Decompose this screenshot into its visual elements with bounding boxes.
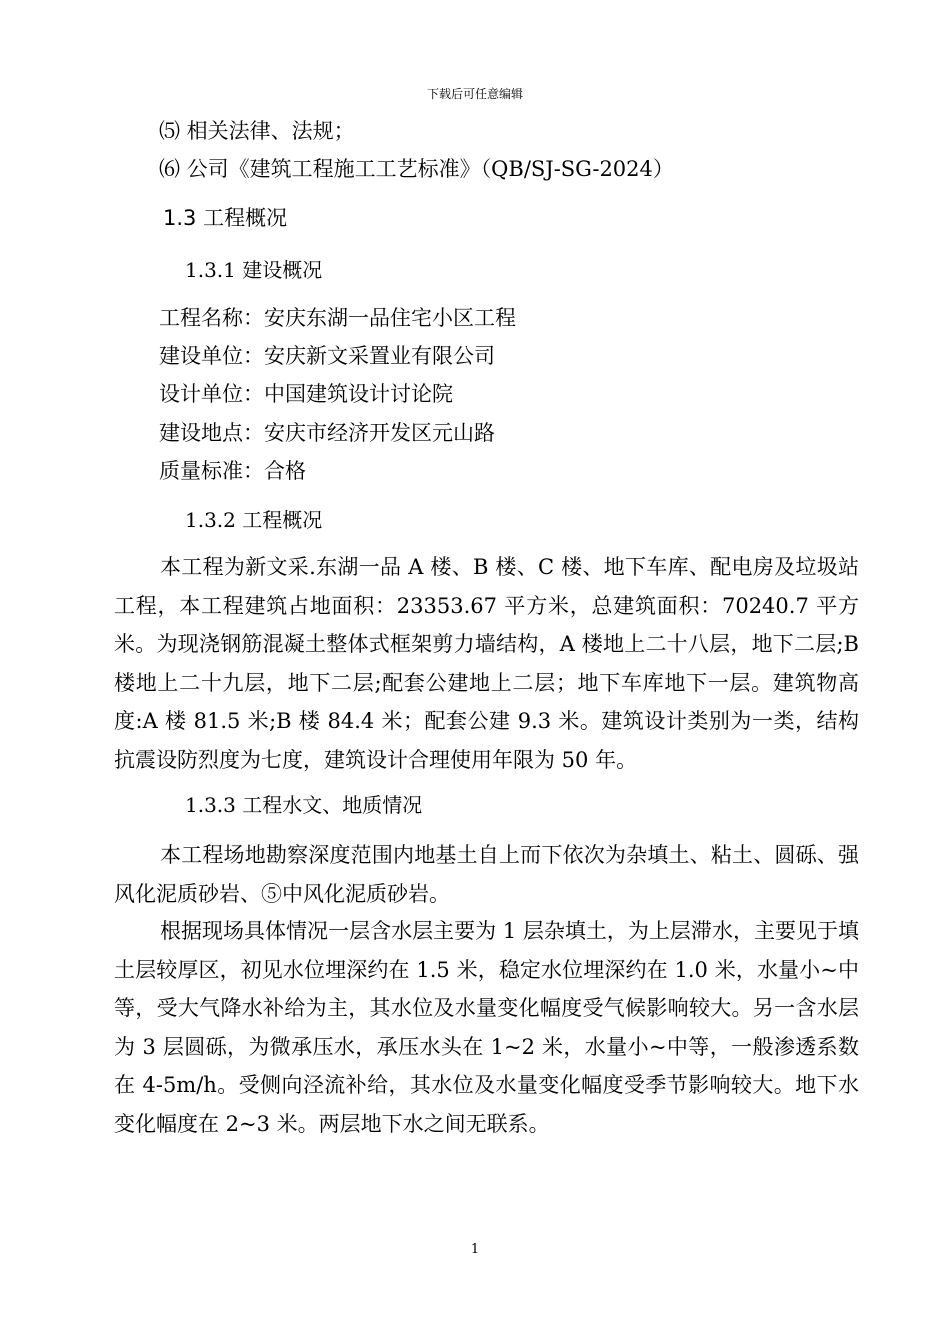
subsection-heading-1-3-2: 1.3.2 工程概况 <box>185 508 323 532</box>
project-overview-paragraph: 本工程为新文采.东湖一品 A 楼、B 楼、C 楼、地下车库、配电房及垃圾站工程，本工程建筑占地面积：23353.67 平方米，总建筑面积：70240.7 平方米。为现浇钢筋混凝土整体式框架剪力墙结构，A 楼地上二十八层，地下二层;B 楼地上二十九层，地下二层;配套公建地上二层；地下车库地下一层。建筑物高度:A 楼 81.5 米;B 楼 84.4 米；配套公建 9.3 米。建筑设计类别为一类，结构抗震设防烈度为七度，建筑设计合理使用年限为 50 年。 <box>114 555 859 772</box>
project-name: 工程名称：安庆东湖一品住宅小区工程 <box>159 306 516 330</box>
section-heading: 1.3 工程概况 <box>163 206 288 230</box>
reference-item-5: ⑸ 相关法律、法规； <box>159 119 355 143</box>
construction-site: 建设地点：安庆市经济开发区元山路 <box>159 421 495 445</box>
design-unit: 设计单位：中国建筑设计讨论院 <box>159 382 453 406</box>
reference-item-6: ⑹ 公司《建筑工程施工工艺标准》（QB/SJ-SG-2024） <box>159 157 674 181</box>
subsection-heading-1-3-3: 1.3.3 工程水文、地质情况 <box>185 793 423 817</box>
quality-standard: 质量标准：合格 <box>159 459 306 483</box>
subsection-heading-1-3-1: 1.3.1 建设概况 <box>185 258 323 282</box>
hydrology-paragraph: 根据现场具体情况一层含水层主要为 1 层杂填土，为上层滞水，主要见于填土层较厚区，初见水位埋深约在 1.5 米，稳定水位埋深约在 1.0 米，水量小~中等，受大气降水补给为主，其水位及水量变化幅度受气候影响较大。另一含水层为 3 层圆砾，为微承压水，承压水头在 1~2 米，水量小~中等，一般渗透系数在 4-5m/h。受侧向泾流补给，其水位及水量变化幅度受季节影响较大。地下水变化幅度在 2~3 米。两层地下水之间无联系。 <box>114 919 859 1136</box>
page-header: 下载后可任意编辑 <box>426 87 523 101</box>
construction-unit: 建设单位：安庆新文采置业有限公司 <box>159 344 495 368</box>
geology-paragraph: 本工程场地勘察深度范围内地基土自上而下依次为杂填土、粘土、圆砾、强风化泥质砂岩、⑤中风化泥质砂岩。 <box>114 843 859 906</box>
page-number: 1 <box>470 1242 480 1257</box>
